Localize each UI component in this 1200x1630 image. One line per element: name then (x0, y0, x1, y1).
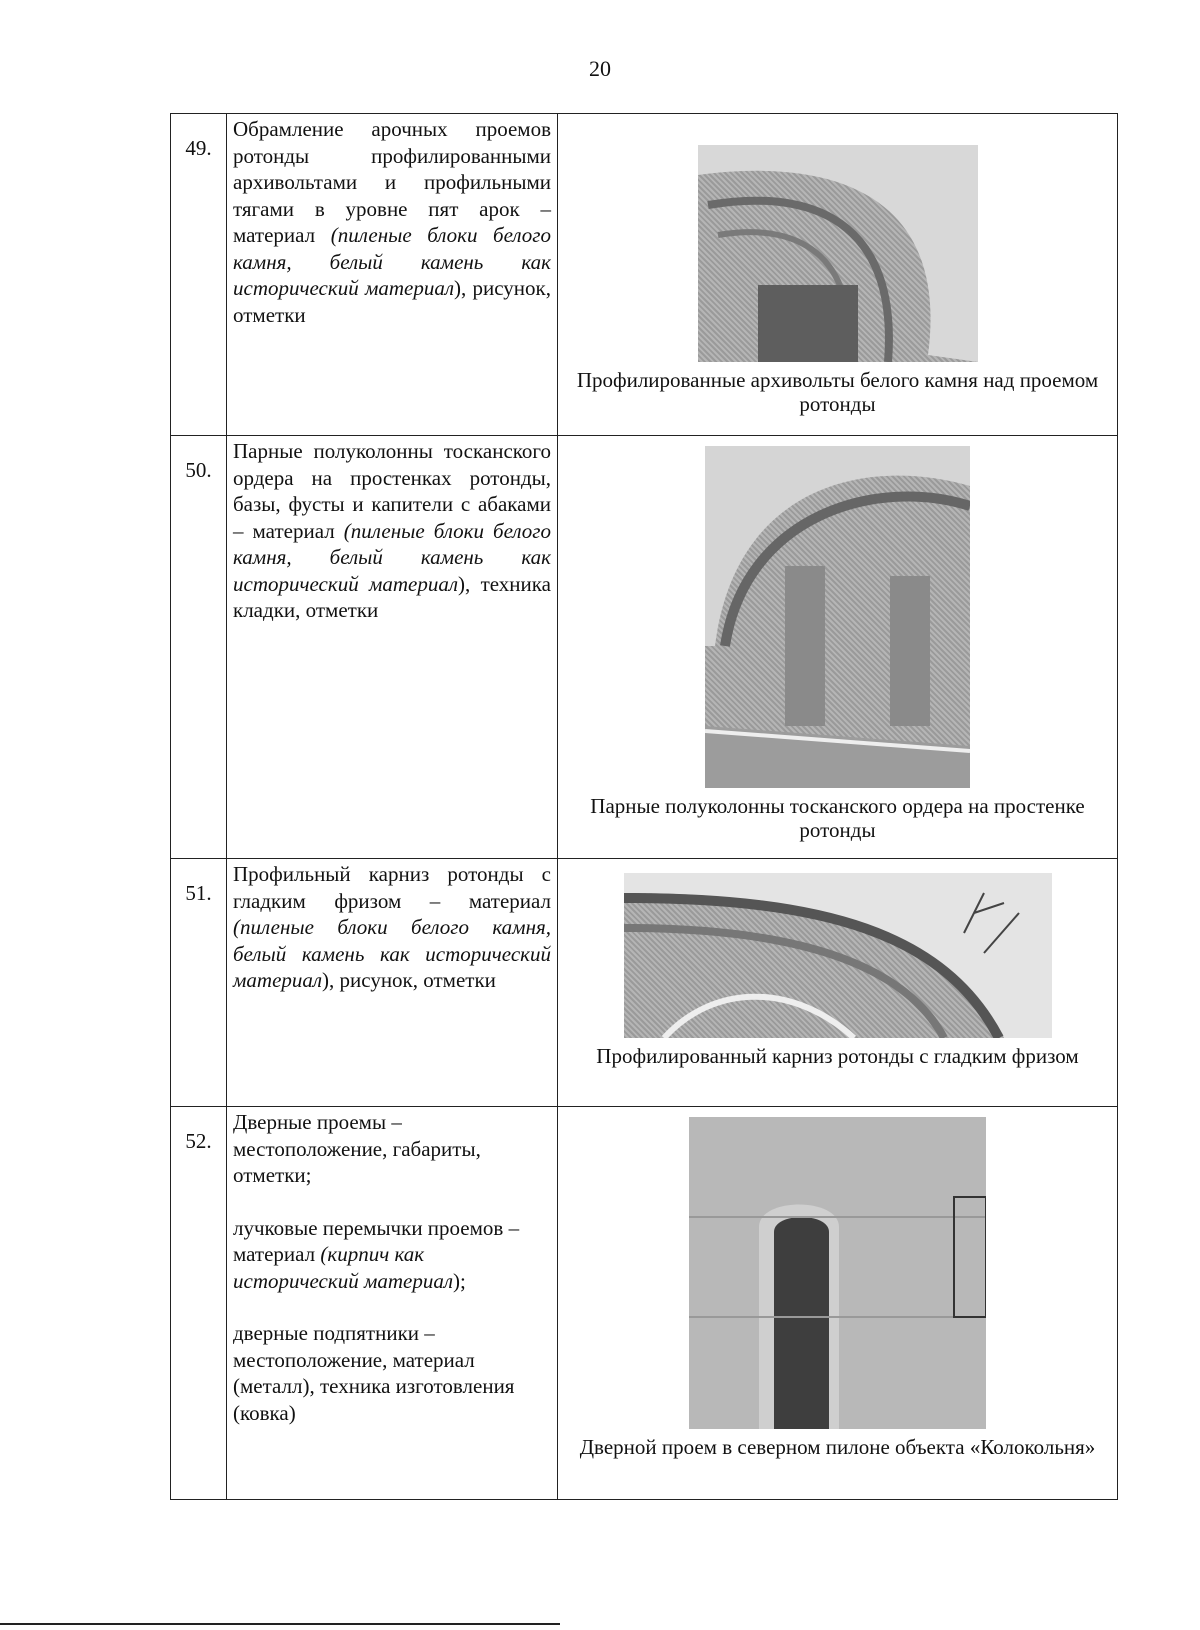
specification-table (170, 113, 1118, 1500)
photo-doorway (689, 1117, 986, 1429)
row-description: Обрамление арочных проемов ротонды профилированными архивольтами и профильными тягами в уровне пят арок – материал (пиленые блоки белого камня, белый камень как исторический материал), рисунок, отметки (227, 114, 558, 436)
table-row (171, 436, 1118, 859)
photo-caption: Парные полуколонны тосканского ордера на простенке ротонды (590, 794, 1085, 842)
photo-arch-archivolts (698, 145, 978, 362)
row-number: 51. (171, 859, 227, 1107)
table-row (171, 114, 1118, 436)
description-paragraph: лучковые перемычки проемов – материал (кирпич как исторический материал); (233, 1215, 520, 1293)
bottom-rule (0, 1623, 560, 1625)
description-paragraph: Дверные проемы – местоположение, габариты, отметки; (233, 1110, 481, 1187)
row-photo-cell (558, 114, 1118, 436)
row-photo-cell (558, 436, 1118, 859)
row-description: Профильный карниз ротонды с гладким фризом – материал (пиленые блоки белого камня, белый камень как исторический материал), рисунок, отметки (227, 859, 558, 1107)
photo-paired-semicolumns (705, 446, 970, 788)
row-photo-cell (558, 859, 1118, 1107)
photo-caption: Профилированные архивольты белого камня над проемом ротонды (576, 368, 1099, 416)
row-photo-cell (558, 1107, 1118, 1500)
page-number: 20 (589, 56, 611, 81)
table-row (171, 1107, 1118, 1500)
description-paragraph: дверные подпятники – местоположение, материал (металл), техника изготовления (ковка) (233, 1321, 515, 1425)
photo-caption: Профилированный карниз ротонды с гладким фризом (596, 1044, 1079, 1068)
table-row (171, 859, 1118, 1107)
row-description (227, 1107, 558, 1500)
row-number: 52. (171, 1107, 227, 1500)
row-description: Парные полуколонны тосканского ордера на простенках ротонды, базы, фусты и капители с абаками – материал (пиленые блоки белого камня, белый камень как исторический материал), техника кладки, отметки (227, 436, 558, 859)
photo-caption: Дверной проем в северном пилоне объекта «Колокольня» (579, 1435, 1096, 1459)
row-number: 49. (171, 114, 227, 436)
row-number: 50. (171, 436, 227, 859)
photo-cornice-frieze (624, 873, 1052, 1038)
